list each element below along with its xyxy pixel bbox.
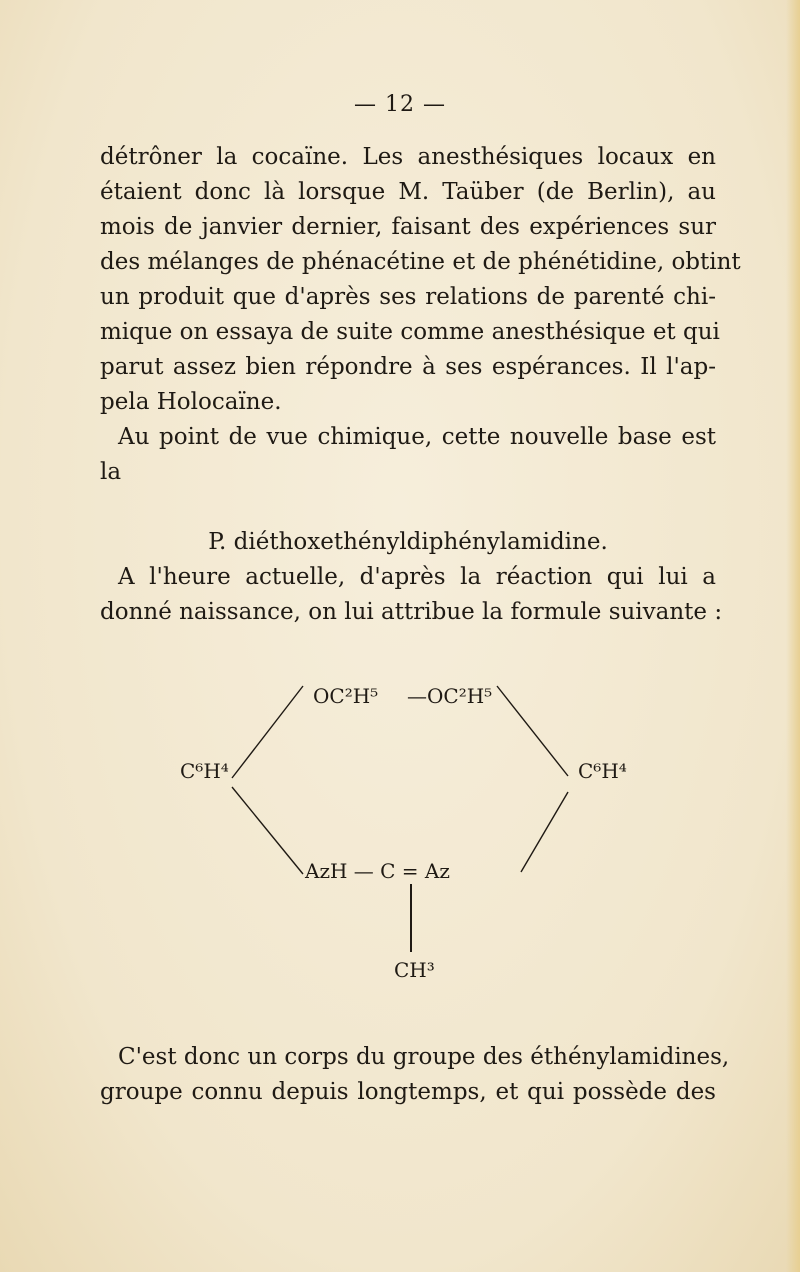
text-line: Au point de vue chimique, cette nouvelle base est	[118, 424, 716, 450]
text-line: donné naissance, on lui attribue la formule suivante :	[100, 599, 723, 625]
formula-top-dash: —	[407, 684, 427, 708]
bond-lower-left	[232, 787, 303, 874]
bond-upper-right	[497, 686, 568, 776]
text-line: groupe connu depuis longtemps, et qui possède des	[100, 1079, 716, 1105]
formula-bottom: AzH — C = Az	[305, 859, 450, 883]
formula-methyl: CH³	[394, 958, 435, 982]
text-line: des mélanges de phénacétine et de phénétidine, obtint	[100, 249, 741, 275]
text-line: mique on essaya de suite comme anesthésique et qui	[100, 319, 720, 345]
text-line: détrôner la cocaïne. Les anesthésiques locaux en	[100, 144, 716, 170]
formula-top-right: OC²H⁵	[427, 684, 493, 708]
paragraph-4	[100, 1040, 730, 1110]
text-line: étaient donc là lorsque M. Taüber (de Berlin), au	[100, 179, 716, 205]
formula-right-ring: C⁶H⁴	[578, 759, 627, 783]
text-line: mois de janvier dernier, faisant des expériences sur	[100, 214, 716, 240]
text-line: A l'heure actuelle, d'après la réaction qui lui a	[118, 564, 716, 590]
text-line: parut assez bien répondre à ses espérances. Il l'ap-	[100, 354, 716, 380]
compound-name-text: P. diéthoxethényldiphénylamidine.	[208, 529, 608, 555]
text-line: pela Holocaïne.	[100, 389, 282, 415]
page-number: — 12 —	[354, 92, 446, 117]
text-line: C'est donc un corps du groupe des éthénylamidines,	[118, 1044, 730, 1070]
text-line: la	[100, 459, 122, 485]
text-line: un produit que d'après ses relations de parenté chi-	[100, 284, 716, 310]
bond-upper-left	[232, 686, 303, 778]
bond-lower-right	[521, 792, 568, 872]
formula-left-ring: C⁶H⁴	[180, 759, 229, 783]
formula-top-left: OC²H⁵	[313, 684, 379, 708]
